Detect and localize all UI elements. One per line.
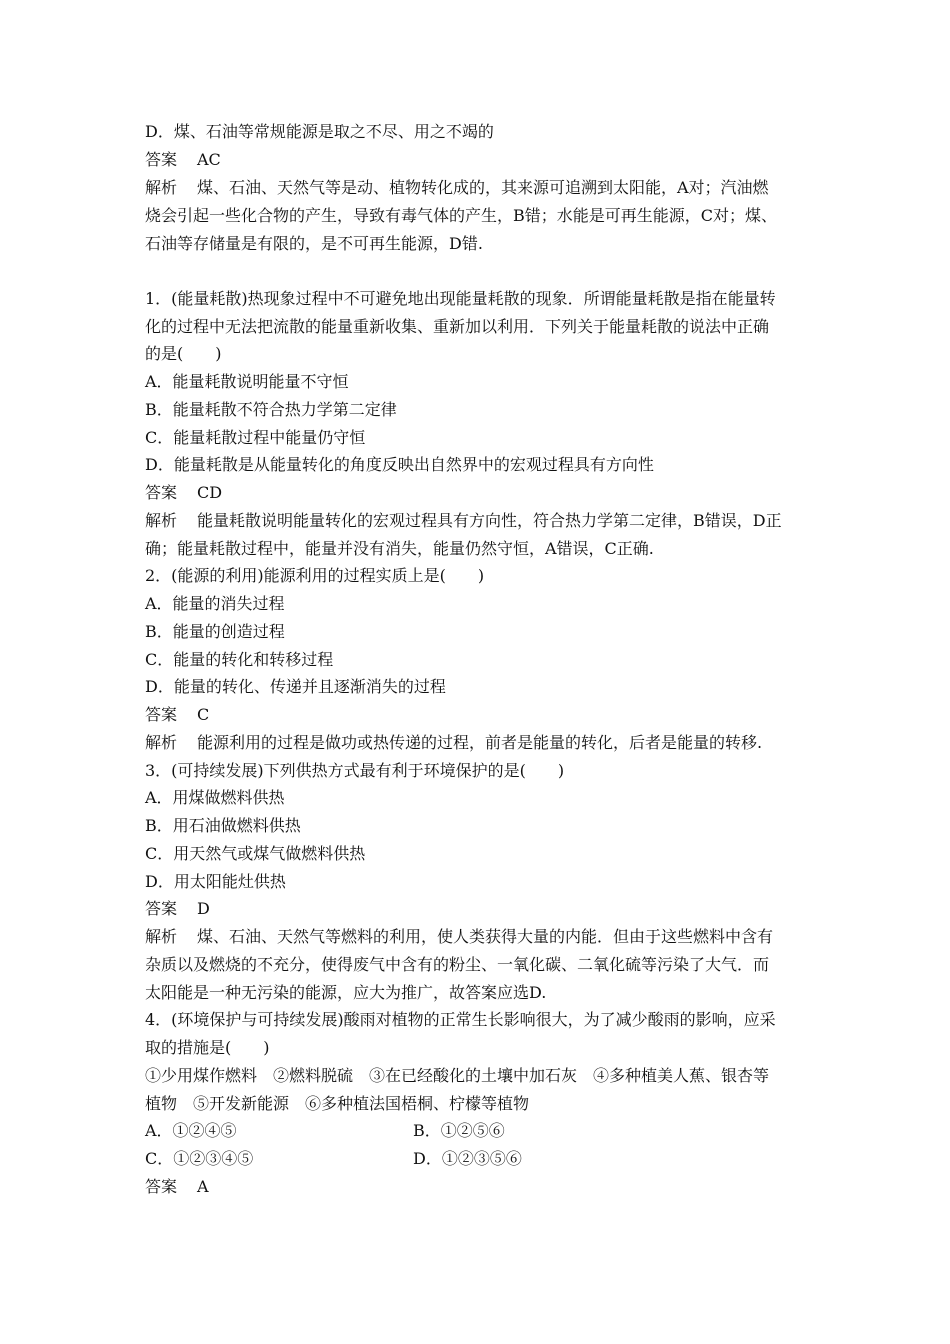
q1-stem: 化的过程中无法把流散的能量重新收集、重新加以利用．下列关于能量耗散的说法中正确 xyxy=(145,317,770,336)
analysis-label: 解析 xyxy=(145,733,178,752)
q2-answer xyxy=(145,704,209,726)
q4-stem: 4．(环境保护与可持续发展)酸雨对植物的正常生长影响很大，为了减少酸雨的影响，应采 xyxy=(145,1010,776,1029)
q4-answer xyxy=(145,1176,209,1198)
q4-option-a: A．①②④⑤ xyxy=(145,1121,237,1140)
q4-option-d: D．①②③⑤⑥ xyxy=(413,1149,522,1168)
q4-measures: ①少用煤作燃料 ②燃料脱硫 ③在已经酸化的土壤中加石灰 ④多种植美人蕉、银杏等 xyxy=(145,1066,770,1085)
answer-value: CD xyxy=(197,483,223,502)
q3-analysis-line: 太阳能是一种无污染的能源，应大为推广，故答案应选D. xyxy=(145,983,547,1002)
q1-option-a: A．能量耗散说明能量不守恒 xyxy=(145,372,349,391)
analysis-text: 能源利用的过程是做功或热传递的过程，前者是能量的转化，后者是能量的转移. xyxy=(197,733,763,752)
answer-label: 答案 xyxy=(145,899,178,918)
prev-analysis xyxy=(145,177,769,199)
q1-stem: 的是( ) xyxy=(145,344,222,363)
q3-option-c: C．用天然气或煤气做燃料供热 xyxy=(145,844,366,863)
answer-label: 答案 xyxy=(145,705,178,724)
q3-analysis xyxy=(145,926,773,948)
q3-option-a: A．用煤做燃料供热 xyxy=(145,788,285,807)
q2-option-b: B．能量的创造过程 xyxy=(145,622,285,641)
q2-option-d: D．能量的转化、传递并且逐渐消失的过程 xyxy=(145,677,446,696)
q2-option-c: C．能量的转化和转移过程 xyxy=(145,650,334,669)
answer-value: C xyxy=(197,705,210,724)
q1-option-c: C．能量耗散过程中能量仍守恒 xyxy=(145,428,366,447)
q3-option-d: D．用太阳能灶供热 xyxy=(145,872,286,891)
q4-option-c: C．①②③④⑤ xyxy=(145,1149,254,1168)
q2-analysis xyxy=(145,732,762,754)
q4-stem: 取的措施是( ) xyxy=(145,1038,270,1057)
q1-analysis xyxy=(145,510,782,532)
analysis-text: 能量耗散说明能量转化的宏观过程具有方向性，符合热力学第二定律，B错误，D正 xyxy=(197,511,782,530)
analysis-label: 解析 xyxy=(145,927,178,946)
analysis-text: 煤、石油、天然气等是动、植物转化成的，其来源可追溯到太阳能，A对；汽油燃 xyxy=(197,178,769,197)
q1-stem: 1．(能量耗散)热现象过程中不可避免地出现能量耗散的现象．所谓能量耗散是指在能量转 xyxy=(145,289,776,308)
q1-option-d: D．能量耗散是从能量转化的角度反映出自然界中的宏观过程具有方向性 xyxy=(145,455,654,474)
analysis-text: 煤、石油、天然气等燃料的利用，使人类获得大量的内能．但由于这些燃料中含有 xyxy=(197,927,774,946)
answer-value: AC xyxy=(197,150,221,169)
q1-analysis-line: 确；能量耗散过程中，能量并没有消失，能量仍然守恒，A错误，C正确. xyxy=(145,539,654,558)
q3-stem: 3．(可持续发展)下列供热方式最有利于环境保护的是( ) xyxy=(145,761,565,780)
prev-answer xyxy=(145,149,221,171)
q1-answer xyxy=(145,482,222,504)
answer-value: A xyxy=(197,1177,209,1196)
answer-label: 答案 xyxy=(145,1177,178,1196)
q4-measures: 植物 ⑤开发新能源 ⑥多种植法国梧桐、柠檬等植物 xyxy=(145,1094,530,1113)
analysis-label: 解析 xyxy=(145,178,178,197)
prev-analysis-line: 烧会引起一些化合物的产生，导致有毒气体的产生，B错；水能是可再生能源，C对；煤、 xyxy=(145,206,778,225)
prev-analysis-line: 石油等存储量是有限的，是不可再生能源，D错. xyxy=(145,234,483,253)
answer-label: 答案 xyxy=(145,150,178,169)
prev-option-d: D．煤、石油等常规能源是取之不尽、用之不竭的 xyxy=(145,122,494,141)
q2-stem: 2．(能源的利用)能源利用的过程实质上是( ) xyxy=(145,566,485,585)
q3-answer xyxy=(145,898,210,920)
q4-option-b: B．①②⑤⑥ xyxy=(413,1121,505,1140)
q1-option-b: B．能量耗散不符合热力学第二定律 xyxy=(145,400,397,419)
analysis-label: 解析 xyxy=(145,511,178,530)
q3-option-b: B．用石油做燃料供热 xyxy=(145,816,301,835)
q3-analysis-line: 杂质以及燃烧的不充分，使得废气中含有的粉尘、一氧化碳、二氧化硫等污染了大气．而 xyxy=(145,955,770,974)
q2-option-a: A．能量的消失过程 xyxy=(145,594,285,613)
answer-value: D xyxy=(197,899,210,918)
answer-label: 答案 xyxy=(145,483,178,502)
